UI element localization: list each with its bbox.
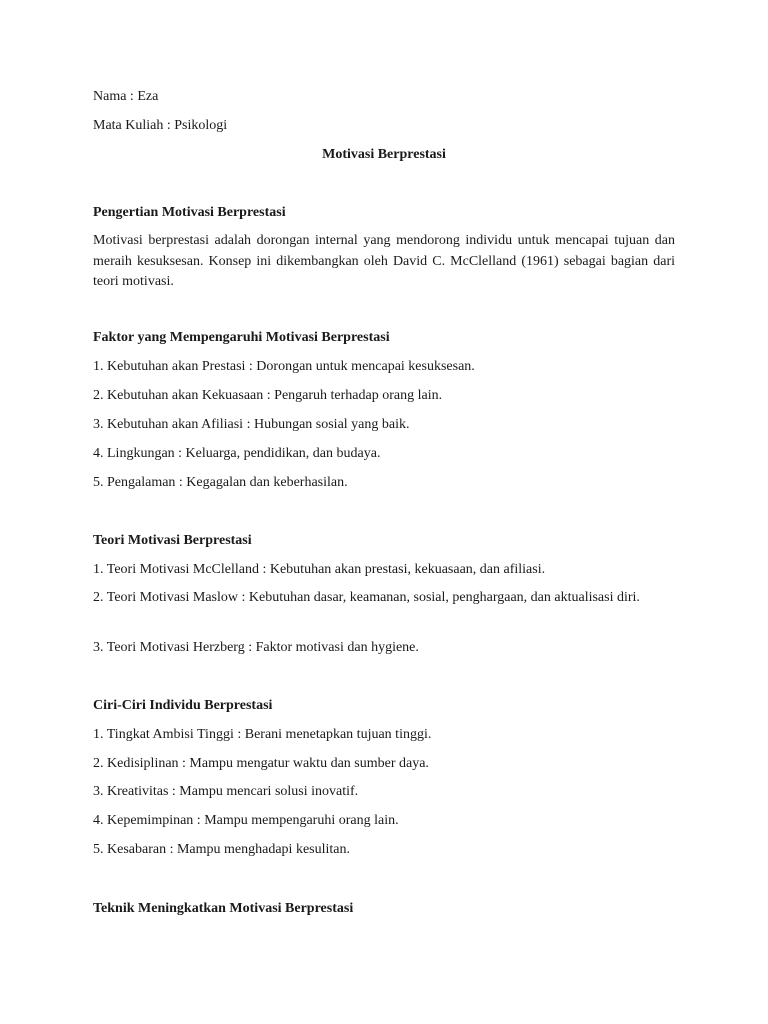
list-item: 2. Kedisiplinan : Mampu mengatur waktu dan sumber daya. (93, 756, 429, 771)
list-item: 2. Teori Motivasi Maslow : Kebutuhan dasar, keamanan, sosial, penghargaan, dan aktualisasi diri. (93, 590, 640, 605)
list-item: 3. Teori Motivasi Herzberg : Faktor motivasi dan hygiene. (93, 640, 419, 655)
section-heading: Ciri-Ciri Individu Berprestasi (93, 698, 273, 713)
list-item: 3. Kebutuhan akan Afiliasi : Hubungan sosial yang baik. (93, 417, 410, 432)
list-item: 1. Kebutuhan akan Prestasi : Dorongan untuk mencapai kesuksesan. (93, 359, 475, 374)
list-item: 1. Tingkat Ambisi Tinggi : Berani menetapkan tujuan tinggi. (93, 727, 432, 742)
section-paragraph: Motivasi berprestasi adalah dorongan internal yang mendorong individu untuk mencapai tujuan dan meraih kesuksesan. Konsep ini dikembangkan oleh David C. McClelland (1961) sebagai bagian dari teori motivasi. (93, 233, 675, 289)
section-heading: Faktor yang Mempengaruhi Motivasi Berprestasi (93, 330, 390, 345)
section-heading: Teori Motivasi Berprestasi (93, 533, 252, 548)
section-heading: Teknik Meningkatkan Motivasi Berprestasi (93, 901, 354, 916)
list-item: 1. Teori Motivasi McClelland : Kebutuhan akan prestasi, kekuasaan, dan afiliasi. (93, 562, 546, 577)
course-name: Mata Kuliah : Psikologi (93, 118, 228, 133)
document-title: Motivasi Berprestasi (322, 147, 446, 162)
list-item: 3. Kreativitas : Mampu mencari solusi inovatif. (93, 784, 359, 799)
student-name: Nama : Eza (93, 89, 159, 104)
list-item: 4. Lingkungan : Keluarga, pendidikan, dan budaya. (93, 446, 381, 461)
section-heading: Pengertian Motivasi Berprestasi (93, 205, 286, 220)
list-item: 4. Kepemimpinan : Mampu mempengaruhi orang lain. (93, 813, 399, 828)
list-item: 5. Kesabaran : Mampu menghadapi kesulitan. (93, 842, 350, 857)
list-item: 5. Pengalaman : Kegagalan dan keberhasilan. (93, 475, 348, 490)
list-item: 2. Kebutuhan akan Kekuasaan : Pengaruh terhadap orang lain. (93, 388, 443, 403)
